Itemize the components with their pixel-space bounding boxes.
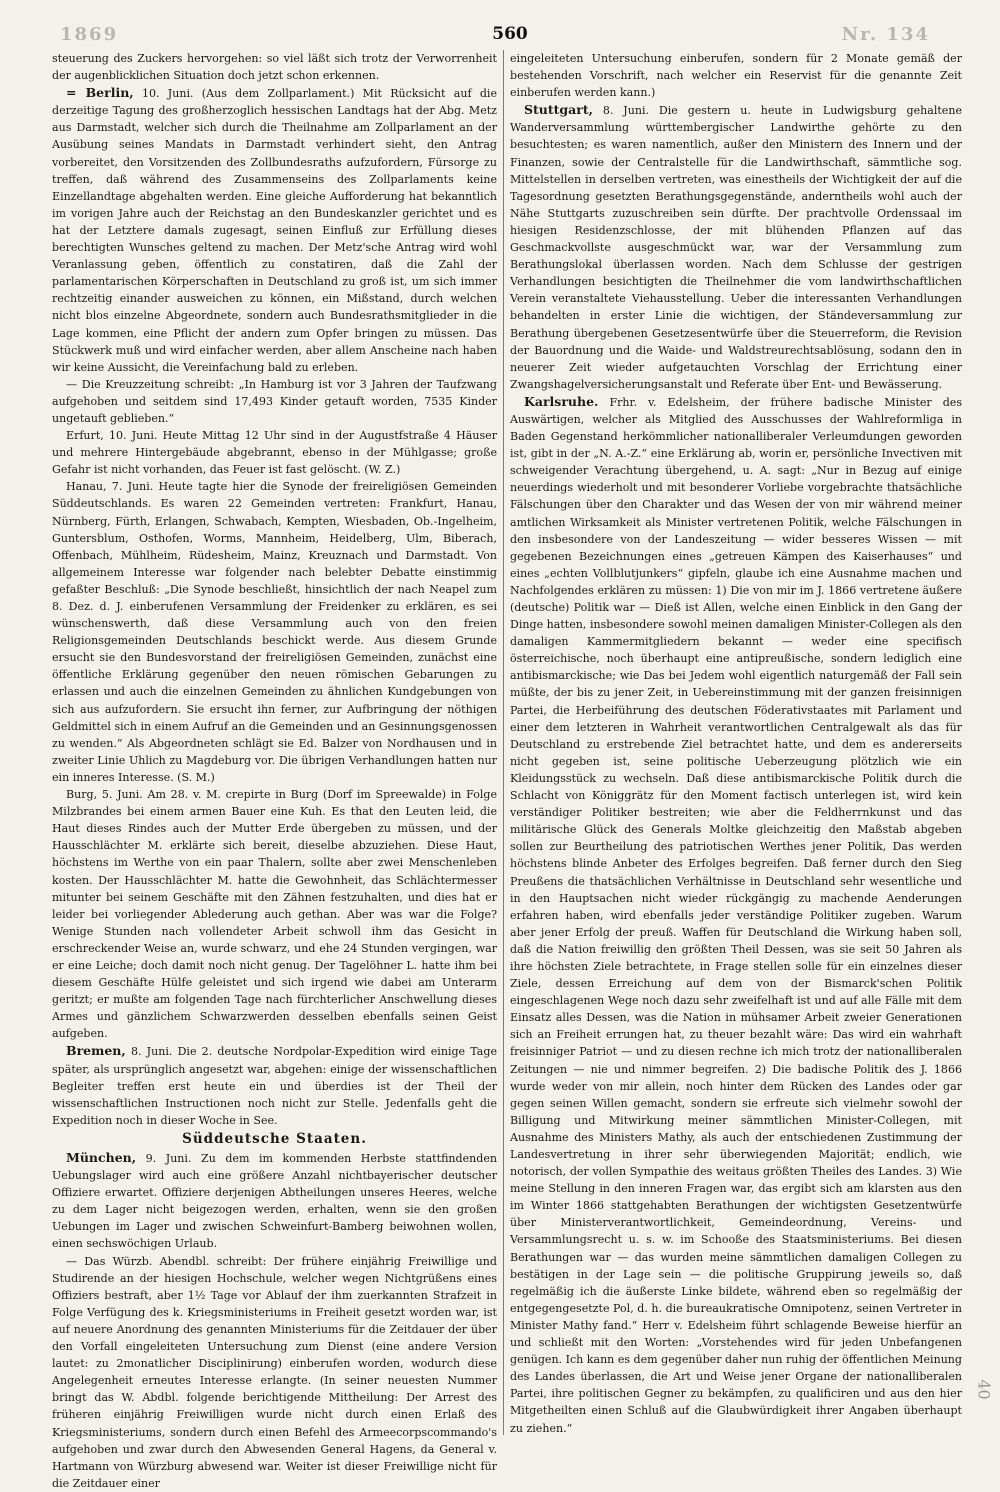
column-divider — [503, 50, 504, 1435]
article-muenchen — [52, 1149, 497, 1253]
article-paragraph: — Die Kreuzzeitung schreibt: „In Hamburg ist vor 3 Jahren der Taufzwang aufgehoben und seitdem sind 17,493 Kinder getauft worden, 7535 Kinder ungetauft geblieben.“ — [52, 377, 497, 425]
article-body: 9. Juni. Zu dem im kommenden Herbste stattfindenden Uebungslager wird auch eine größere Anzahl nichtbayerischer deutscher Offiziere erwartet. Offiziere derjenigen Abtheilungen unseres Heeres, welche zu dem Lager nicht beigezogen werden, erhalten, wenn sie den großen Uebungen im Lager und zwischen Schweinfurt-Bamberg beiwohnen wollen, einen sechswöchigen Urlaub. — [52, 1152, 497, 1251]
article-paragraph: eingeleiteten Untersuchung einberufen, sondern für 2 Monate gemäß der bestehenden Vorschrift, nach welcher ein Reservist für die genannte Zeit einberufen werden kann.) — [510, 52, 962, 100]
article-body: 8. Juni. Die 2. deutsche Nordpolar-Expedition wird einige Tage später, als ursprünglich angesetzt war, abgehen: einige der wissenschaftlichen Begleiter treffen erst heute ein und überdies ist der Theil der wissenschaftlichen Instructionen noch nicht zur Stelle. Jedenfalls geht die Expedition noch in dieser Woche in See. — [52, 1045, 497, 1127]
article-berlin — [52, 84, 497, 376]
page-header — [0, 24, 1000, 46]
dateline: Stuttgart, — [524, 102, 593, 118]
dateline: = Berlin, — [66, 85, 134, 101]
article-body: 10. Juni. (Aus dem Zollparlament.) Mit Rücksicht auf die derzeitige Tagung des großherzoglich hessischen Landtags hat der Abg. Metz aus Darmstadt, welcher sich durch die Theilnahme am Zollparlament an der Ausübung seines Mandats in Darmstadt verhindert sieht, den Antrag vorbereitet, den Vorsitzenden des Zollbundesraths aufzufordern, Fürsorge zu treffen, daß während des Zusammenseins des Zollparlaments keine Einzellandtage abgehalten werden. Eine gleiche Aufforderung hat bekanntlich im vorigen Jahre auch der Reichstag an den Bundeskanzler gerichtet und es hat der Letztere damals zugesagt, seinen Einfluß zur Erfüllung dieses berechtigten Wunsches geltend zu machen. Der Metz'sche Antrag wird wohl Veranlassung geben, öffentlich zu constatiren, daß die Zahl der parlamentarischen Körperschaften in Deutschland zu groß ist, um sich immer rechtzeitig einander ausweichen zu können, ein Mißstand, durch welchen nicht blos einzelne Abgeordnete, sondern auch Bundesrathsmitglieder in die Lage kommen, eine Pflicht der andern zum Opfer bringen zu müssen. Das Stückwerk muß und wird einfacher werden, aber allem Anscheine nach haben wir keine Aussicht, die Vereinfachung bald zu erleben. — [52, 87, 498, 374]
page-number: 560 — [492, 24, 528, 44]
left-column — [52, 50, 498, 1490]
show-through-issue: Nr. 134 — [841, 24, 930, 45]
article-body: 8. Juni. Die gestern u. heute in Ludwigsburg gehaltene Wanderversammlung württembergischer Landwirthe gehörte zu den besuchtesten; es waren namentlich, außer den Ministern des Innern und der Finanzen, sowie der Centralstelle für die Landwirthschaft, sämmtliche sog. Mittelstellen in derselben vertreten, was einestheils der Wichtigkeit der auf die Tagesordnung gesetzten Berathungsgegenstände, anderntheils wohl auch der Nähe Stuttgarts zuzuschreiben sein dürfte. Der prachtvolle Ordenssaal im hiesigen Residenzschlosse, der mit blühenden Pflanzen auf das Geschmackvollste ausgeschmückt war, war der Versammlung zum Berathungslokal überlassen worden. Nach dem Schlusse der gestrigen Verhandlungen besichtigten die Theilnehmer die vom landwirthschaftlichen Verein veranstaltete Viehausstellung. Ueber die interessanten Verhandlungen behandelten in erster Linie die wichtigen, der Ständeversammlung zur Berathung übergebenen Gesetzesentwürfe über die Steuerreform, die Revision der Bauordnung und die Waide- und Waldstreurechtsablösung, sodann den in neuerer Zeit wieder aufgetauchten Vorschlag der Errichtung einer Zwangshagelversicherungsanstalt und Referate über Ent- und Bewässerung. — [510, 104, 962, 391]
section-heading: Süddeutsche Staaten. — [182, 1130, 367, 1147]
right-column — [510, 50, 962, 1440]
article-karlsruhe — [510, 393, 962, 1437]
dateline: Bremen, — [66, 1043, 126, 1059]
article-paragraph: steuerung des Zuckers hervorgehen: so viel läßt sich trotz der Verworrenheit der augenblicklichen Situation doch jetzt schon erkennen. — [52, 52, 497, 83]
article-paragraph: — Das Würzb. Abendbl. schreibt: Der frühere einjährig Freiwillige und Studirende an der hiesigen Hochschule, welcher wegen Nichtgrüßens eines Offiziers bestraft, aber 1½ Tage vor Ablauf der ihm zuerkannten Strafzeit in Folge Verfügung des k. Kriegsministeriums in Freiheit gesetzt worden war, ist auf neuere Anordnung des genannten Ministeriums für die Zeitdauer der über den Vorfall eingeleiteten Untersuchung zum Dienst (eine andere Version lautet: zu 2monatlicher Disciplinirung) einberufen worden, wodurch diese Angelegenheit erneutes Interesse erlangte. (In seiner neuesten Nummer bringt das W. Abdbl. folgende berichtigende Mittheilung: Der Arrest des früheren einjährig Freiwilligen wurde nicht durch einen Erlaß des Kriegsministeriums, sondern durch einen Befehl des Armeecorpscommando's aufgehoben und zwar durch den Abwesenden General Hagens, da General v. Hartmann von Würzburg abwesend war. Weiter ist dieser Freiwillige nicht für die Zeitdauer einer — [52, 1254, 497, 1490]
article-burg: Burg, 5. Juni. Am 28. v. M. crepirte in Burg (Dorf im Spreewalde) in Folge Milzbrandes bei einem armen Bauer eine Kuh. Es that den Leuten leid, die Haut dieses Rindes auch der Mutter Erde übergeben zu müssen, und der Hausschlächter M. erklärte sich bereit, dieselbe abzuziehen. Diese Haut, höchstens im Werthe von ein paar Thalern, sollte aber zwei Menschenleben kosten. Der Hausschlächter M. hatte die Gewohnheit, das Schlächtermesser mitunter bei seinem Geschäfte mit den Zähnen festzuhalten, und dies hat er leider bei vorliegender Ablederung auch gethan. Aber was war die Folge? Wenige Stunden nach vollendeter Arbeit schwoll ihm das Gesicht in erschreckender Weise an, wurde schwarz, und ehe 24 Stunden vergingen, war er eine Leiche; doch damit noch nicht genug. Der Tagelöhner L. hatte ihm bei diesem Geschäfte Hülfe geleistet und sich irgend wie dabei am Unterarm geritzt; er mußte am folgenden Tage nach fürchterlicher Anschwellung dieses Armes und gänzlichem Schwarzwerden desselben ebenfalls seinen Geist aufgeben. — [52, 788, 497, 1041]
margin-mark: 40 — [974, 1379, 994, 1400]
show-through-year: 1869 — [60, 24, 119, 45]
article-bremen — [52, 1042, 497, 1128]
article-stuttgart — [510, 101, 962, 393]
dateline: Karlsruhe. — [524, 393, 599, 409]
article-hanau: Hanau, 7. Juni. Heute tagte hier die Synode der freireligiösen Gemeinden Süddeutschlands. Es waren 22 Gemeinden vertreten: Frankfurt, Hanau, Nürnberg, Fürth, Erlangen, Schwabach, Kempten, Wiesbaden, Ob.-Ingelheim, Guntersblum, Osthofen, Worms, Mannheim, Heidelberg, Ulm, Biberach, Offenbach, Mühlheim, Rüdesheim, Mainz, Kreuznach und Darmstadt. Von allgemeinem Interesse war folgender nach belebter Debatte einstimmig gefaßter Beschluß: „Die Synode beschließt, hinsichtlich der nach Neapel zum 8. Dez. d. J. einberufenen Versammlung der Freidenker zu erklären, es sei wünschenswerth, daß diese Versammlung auch von den freien Religionsgemeinden Deutschlands beschickt werde. Aus diesem Grunde ersucht sie den Bundesvorstand der freireligiösen Gemeinden, zunächst eine öffentliche Erklärung gegenüber den neuen römischen Gebarungen zu erlassen und auch die einzelnen Gemeinden zu ähnlichen Kundgebungen von sich aus aufzufordern. Sie ersucht ihn ferner, zur Aufbringung der nöthigen Geldmittel sich in einem Aufruf an die Gemeinden und an Gesinnungsgenossen zu wenden.“ Als Abgeordneten schlägt sie Ed. Balzer von Nordhausen und in zweiter Linie Uhlich zu Magdeburg vor. Die übrigen Verhandlungen hatten nur ein inneres Interesse. (S. M.) — [52, 480, 497, 784]
article-body: Frhr. v. Edelsheim, der frühere badische Minister des Auswärtigen, welcher als Mitglied des Ausschusses der Wahlreformliga in Baden Gegenstand herkömmlicher nationalliberaler Verleumdungen geworden ist, gibt in der „N. A.-Z.“ eine Erklärung ab, worin er, persönliche Invectiven mit schweigender Verachtung übergehend, u. A. sagt: „Nur in Bezug auf einige neuerdings wiederholt und mit besonderer Vorliebe vorgebrachte thatsächliche Fälschungen über den Charakter und das Wesen der von mir während meiner amtlichen Wirksamkeit als Minister vertretenen Politik, welche Fälschungen in den insbesondere von der Landeszeitung — wider besseres Wissen — mit gegebenen Bezeichnungen eines „getreuen Kämpen des Kaiserhauses“ und eines „echten Vollblutjunkers“ gipfeln, glaube ich eine Ausnahme machen und Nachfolgendes erklären zu müssen: 1) Die von mir im J. 1866 vertretene äußere (deutsche) Politik war — Dieß ist Allen, welche einen Einblick in den Gang der Dinge hatten, insbesondere sowohl meinen damaligen Minister-Collegen als den damaligen Kammermitgliedern bekannt — weder eine specifisch österreichische, noch überhaupt eine antipreußische, sondern lediglich eine antibismarckische; wie Das bei Jedem wohl eigentlich naturgemäß der Fall sein müßte, der bis zu jener Zeit, in Uebereinstimmung mit der ganzen freisinnigen Partei, die Herbeiführung des deutschen Föderativstaates mit Parlament und einer dem letzteren in Wahrheit verantwortlichen Centralgewalt als das für Deutschland zu erstrebende Ziel betrachtet hatte, und dem es andererseits nicht gegeben ist, seine politische Ueberzeugung plötzlich wie ein Kleidungsstück zu wechseln. Daß diese antibismarckische Politik durch die Schlacht von Königgrätz für den Moment factisch unterlegen ist, wird kein verständiger Politiker bestreiten; wie aber die Feldherrnkunst und das militärische Glück des Generals Moltke gleichzeitig den Maßstab abgeben sollen zur Beurtheilung des patriotischen Werthes jener Politik, Das werden höchstens blinde Anbeter des Erfolges begreifen. Daß ferner durch den Sieg Preußens die thatsächlichen Verhältnisse in Deutschland sehr wesentliche und in den Hauptsachen nicht wieder rückgängig zu machende Aenderungen erfahren haben, wird ebenfalls jeder verständige Politiker zugeben. Warum aber jener Erfolg der preuß. Waffen für Deutschland die Wirkung haben soll, daß die Nation freiwillig den größten Theil Dessen, was sie seit 50 Jahren als ihre höchsten Ziele betrachtete, in Frage stellen solle für ein einzelnes dieser Ziele, dessen Erreichung auf dem von der Bismarck'schen Politik eingeschlagenen Wege noch dazu sehr zweifelhaft ist und auf alle Fälle mit dem Einsatz alles Dessen, was die Nation in mühsamer Arbeit zweier Generationen sich an Freiheit errungen hat, zu theuer bezahlt wäre: Das wird ein wahrhaft freisinniger Patriot — und zu diesen rechne ich mich trotz der nationalliberalen Zeitungen — nie und nimmer begreifen. 2) Die badische Politik des J. 1866 wurde weder von mir allein, noch hinter dem Rücken des Landes oder gar gegen seinen Willen gemacht, sondern sie erfreute sich vielmehr sowohl der Billigung und Mitwirkung meiner sämmtlichen Minister-Collegen, mit Ausnahme des Ministers Mathy, als auch der entschiedenen Zustimmung der Landesvertretung in ihrer sehr überwiegenden Majorität; endlich, wie notorisch, der vollen Sympathie des weitaus größten Theiles des Landes. 3) Wie meine Stellung in den inneren Fragen war, das ergibt sich am klarsten aus den im Winter 1866 stattgehabten Berathungen der wichtigsten Gesetzentwürfe über Ministerverantwortlichkeit, Gemeindeordnung, Vereins- und Versammlungsrecht u. s. w. im Schooße des Staatsministeriums. Bei diesen Berathungen war — das wurden meine sämmtlichen damaligen Collegen zu bestätigen in der Lage sein — die politische Gruppirung jeweils so, daß regelmäßig ich die äußerste Linke bildete, während eben so regelmäßig der entgegengesetzte Pol, d. h. die bureaukratische Omnipotenz, seinen Vertreter in Minister Mathy fand.“ Herr v. Edelsheim führt schlagende Beweise hierfür an und schließt mit den Worten: „Vorstehendes wird für jeden Unbefangenen genügen. Ich kann es dem gegenüber daher nun ruhig der öffentlichen Meinung des Landes überlassen, die Art und Weise jener Organe der nationalliberalen Partei, ihre politischen Gegner zu bekämpfen, zu qualificiren und aus den hier Mitgetheilten einen Schluß auf die Glaubwürdigkeit ihrer Angaben überhaupt zu ziehen.“ — [510, 395, 962, 1435]
article-erfurt: Erfurt, 10. Juni. Heute Mittag 12 Uhr sind in der Augustfstraße 4 Häuser und mehrere Hintergebäude abgebrannt, ebenso in der Mühlgasse; große Gefahr ist nicht vorhanden, das Feuer ist fast gelöscht. (W. Z.) — [52, 429, 497, 477]
dateline: München, — [66, 1150, 137, 1165]
